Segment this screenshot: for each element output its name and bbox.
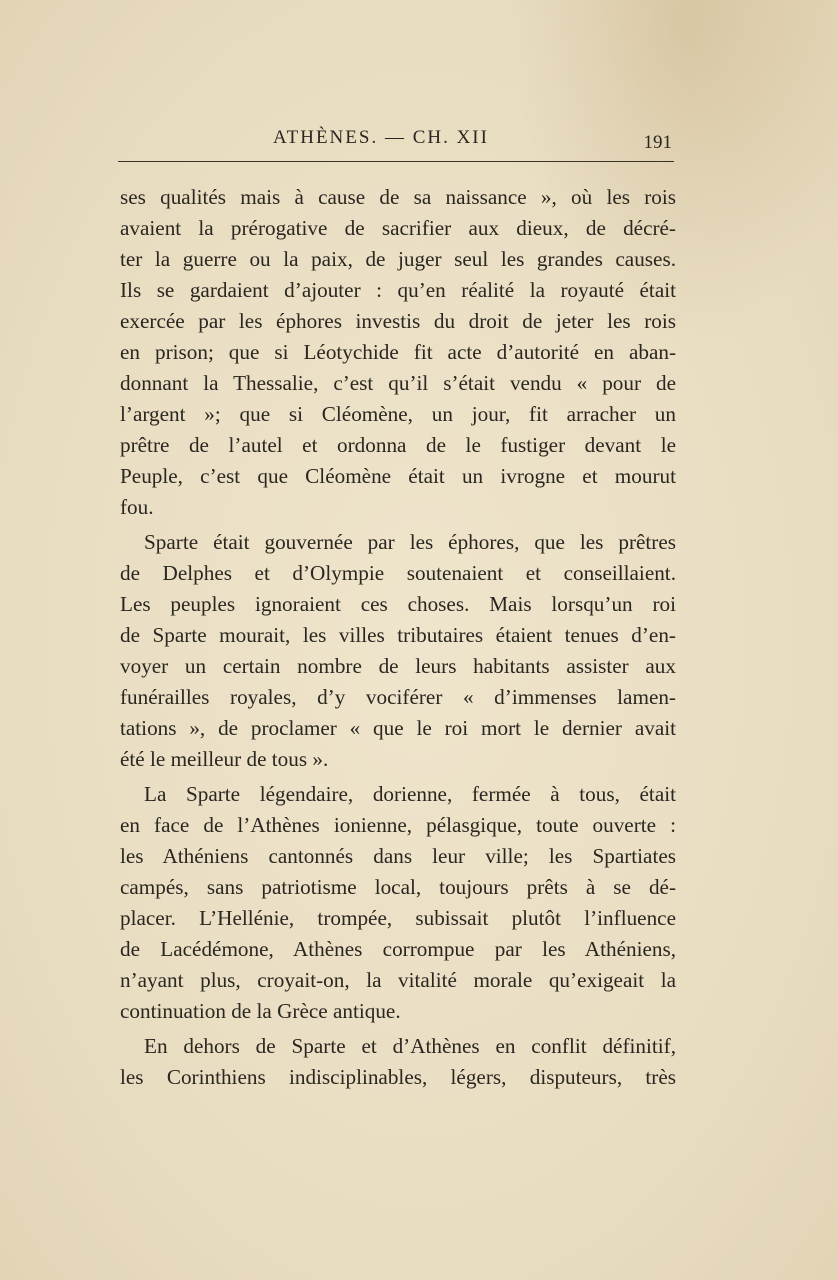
running-title: ATHÈNES. — CH. XII: [273, 127, 489, 148]
text-line: campés, sans patriotisme local, toujours prêts à se dé-: [120, 875, 676, 899]
text-line: Peuple, c’est que Cléomène était un ivrogne et mourut: [120, 464, 676, 488]
text-line: donnant la Thessalie, c’est qu’il s’était vendu « pour de: [120, 371, 676, 395]
page-number: 191: [643, 132, 672, 153]
paragraph: [120, 1031, 676, 1093]
header-rule: [118, 161, 674, 162]
text-line: continuation de la Grèce antique.: [120, 999, 401, 1023]
text-line: Sparte était gouvernée par les éphores, que les prêtres: [144, 530, 676, 554]
text-line: exercée par les éphores investis du droit de jeter les rois: [120, 309, 676, 333]
text-line: voyer un certain nombre de leurs habitants assister aux: [120, 654, 676, 678]
text-line: Ils se gardaient d’ajouter : qu’en réalité la royauté était: [120, 278, 676, 302]
text-line: avaient la prérogative de sacrifier aux dieux, de décré-: [120, 216, 676, 240]
paragraph: [120, 182, 676, 523]
text-line: fou.: [120, 495, 154, 519]
text-line: l’argent »; que si Cléomène, un jour, fit arracher un: [120, 402, 676, 426]
text-line: funérailles royales, d’y vociférer « d’immenses lamen-: [120, 685, 676, 709]
text-line: en prison; que si Léotychide fit acte d’autorité en aban-: [120, 340, 676, 364]
paragraph: [120, 779, 676, 1027]
text-line: été le meilleur de tous ».: [120, 747, 329, 771]
text-line: les Athéniens cantonnés dans leur ville; les Spartiates: [120, 844, 676, 868]
text-line: placer. L’Hellénie, trompée, subissait plutôt l’influence: [120, 906, 676, 930]
text-line: ses qualités mais à cause de sa naissance », où les rois: [120, 185, 676, 209]
running-header: [118, 124, 674, 154]
paragraph: [120, 527, 676, 775]
text-line: de Sparte mourait, les villes tributaires étaient tenues d’en-: [120, 623, 676, 647]
text-line: Les peuples ignoraient ces choses. Mais lorsqu’un roi: [120, 592, 676, 616]
text-line: de Delphes et d’Olympie soutenaient et conseillaient.: [120, 561, 676, 585]
text-line: les Corinthiens indisciplinables, légers, disputeurs, très: [120, 1065, 676, 1089]
text-line: La Sparte légendaire, dorienne, fermée à tous, était: [144, 782, 676, 806]
text-line: prêtre de l’autel et ordonna de le fustiger devant le: [120, 433, 676, 457]
text-line: en face de l’Athènes ionienne, pélasgique, toute ouverte :: [120, 813, 676, 837]
text-line: de Lacédémone, Athènes corrompue par les Athéniens,: [120, 937, 676, 961]
body-text: [120, 182, 676, 1093]
text-line: ter la guerre ou la paix, de juger seul les grandes causes.: [120, 247, 676, 271]
text-line: En dehors de Sparte et d’Athènes en conflit définitif,: [144, 1034, 676, 1058]
text-line: n’ayant plus, croyait-on, la vitalité morale qu’exigeait la: [120, 968, 676, 992]
text-line: tations », de proclamer « que le roi mort le dernier avait: [120, 716, 676, 740]
